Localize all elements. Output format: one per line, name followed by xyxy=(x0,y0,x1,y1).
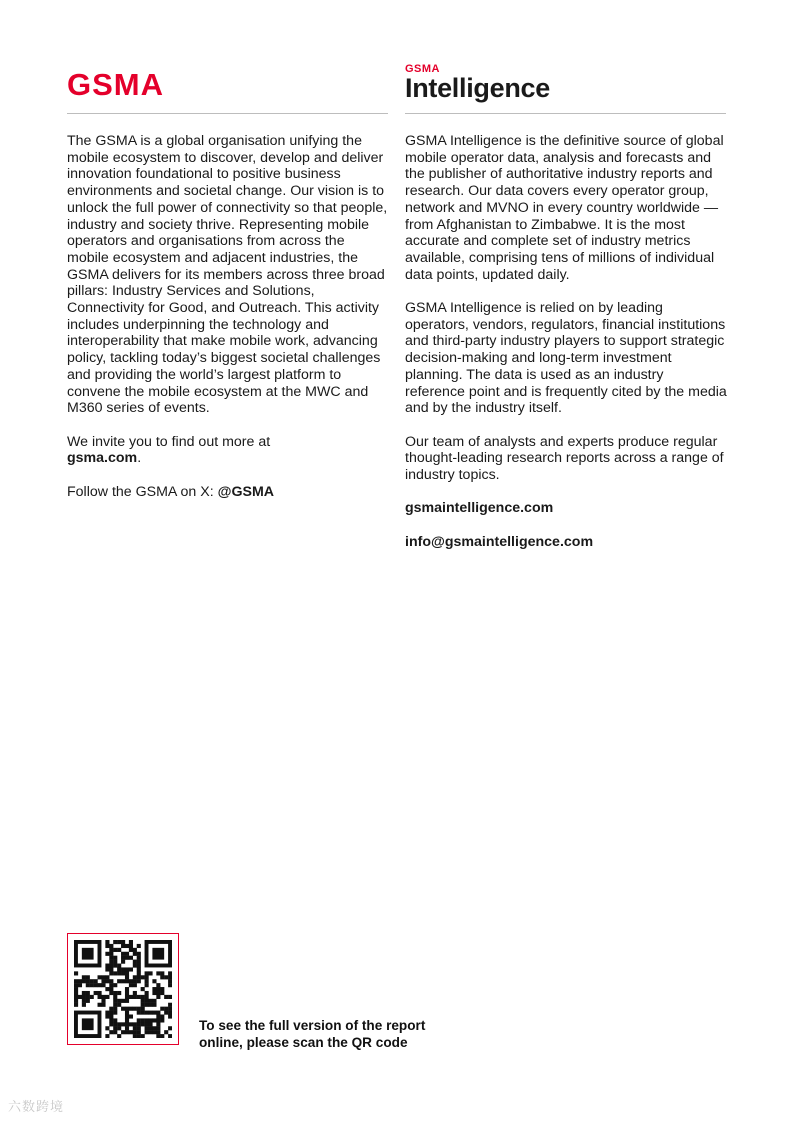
qr-module xyxy=(148,1003,152,1007)
qr-module xyxy=(133,995,137,999)
qr-module xyxy=(168,1026,172,1030)
gsma-website-link[interactable]: gsma.com xyxy=(67,450,138,467)
qr-module xyxy=(121,944,125,948)
qr-module xyxy=(156,1022,160,1026)
qr-module xyxy=(109,991,113,995)
qr-module xyxy=(137,1011,141,1015)
qr-module xyxy=(86,979,90,983)
gsma-logo xyxy=(67,70,227,100)
invite-paragraph xyxy=(67,434,389,467)
qr-module xyxy=(105,995,109,999)
qr-module xyxy=(156,1034,160,1038)
qr-module xyxy=(109,1018,113,1022)
qr-module xyxy=(113,1022,117,1026)
qr-code[interactable] xyxy=(67,933,179,1045)
qr-module xyxy=(117,991,121,995)
qr-module xyxy=(105,987,109,991)
qr-module xyxy=(156,1026,160,1030)
email-paragraph xyxy=(405,534,727,551)
intelligence-logo-small: GSMA xyxy=(405,63,440,75)
qr-module xyxy=(137,952,141,956)
qr-caption xyxy=(199,1017,469,1051)
qr-module xyxy=(129,983,133,987)
qr-module xyxy=(141,1011,145,1015)
qr-module xyxy=(156,1014,160,1018)
qr-module xyxy=(113,995,117,999)
qr-module xyxy=(148,1022,152,1026)
qr-module xyxy=(113,1030,117,1034)
qr-module xyxy=(125,987,129,991)
qr-module xyxy=(129,1007,133,1011)
qr-module xyxy=(160,991,164,995)
qr-module xyxy=(74,983,78,987)
intelligence-email-link[interactable]: info@gsmaintelligence.com xyxy=(405,533,594,550)
qr-module xyxy=(117,1034,121,1038)
qr-module xyxy=(133,1026,137,1030)
qr-module xyxy=(141,999,145,1003)
qr-module xyxy=(117,1026,121,1030)
qr-module xyxy=(125,1011,129,1015)
qr-module xyxy=(105,975,109,979)
qr-module xyxy=(137,995,141,999)
qr-module xyxy=(156,983,160,987)
qr-module xyxy=(109,960,113,964)
qr-module xyxy=(145,975,149,979)
qr-module xyxy=(113,999,117,1003)
qr-module xyxy=(137,1034,141,1038)
qr-module xyxy=(90,995,94,999)
qr-module xyxy=(145,1022,149,1026)
qr-module xyxy=(109,956,113,960)
qr-module xyxy=(168,979,172,983)
qr-module xyxy=(125,967,129,971)
qr-module xyxy=(105,1026,109,1030)
qr-module xyxy=(90,979,94,983)
intelligence-reliance: GSMA Intelligence is relied on by leading operators, vendors, regulators, financial institutions and third-party industry players to support strategic decision-making and long-term investment planning. The data is used as an industry reference point and is frequently cited by the media and by the industry itself. xyxy=(405,300,727,417)
qr-module xyxy=(145,979,149,983)
qr-module xyxy=(145,971,149,975)
qr-module xyxy=(113,964,117,968)
qr-module xyxy=(117,1003,121,1007)
qr-module xyxy=(152,948,164,960)
qr-module xyxy=(105,1011,109,1015)
qr-module xyxy=(141,1034,145,1038)
qr-module xyxy=(74,987,78,991)
qr-module xyxy=(113,956,117,960)
qr-module xyxy=(113,960,117,964)
qr-module xyxy=(117,1022,121,1026)
qr-module xyxy=(137,1007,141,1011)
qr-module xyxy=(168,1014,172,1018)
gsma-description: The GSMA is a global organisation unifying the mobile ecosystem to discover, develop and deliver innovation foundational to positive business environments and societal change. Our vision is to unlock the full power of connectivity so that people, industry and society thrive. Representing mobile operators and organisations from across the mobile ecosystem and adjacent industries, the GSMA delivers for its members across three broad pillars: Industry Services and Solutions, Connectivity for Good, and Outreach. This activity includes underpinning the technology and interoperability that make mobile work, advancing policy, tackling today’s biggest societal challenges and providing the world’s largest platform to convene the mobile ecosystem at the MWC and M360 series of events. xyxy=(67,133,388,417)
qr-module xyxy=(145,1003,149,1007)
qr-module xyxy=(98,995,102,999)
qr-module xyxy=(141,1007,145,1011)
qr-module xyxy=(137,956,141,960)
qr-module xyxy=(98,991,102,995)
qr-module xyxy=(86,999,90,1003)
qr-module xyxy=(98,983,102,987)
qr-module xyxy=(117,964,121,968)
qr-module xyxy=(82,995,86,999)
qr-module xyxy=(156,995,160,999)
divider-left xyxy=(67,113,388,114)
qr-module xyxy=(109,1022,113,1026)
qr-module xyxy=(74,991,78,995)
qr-module xyxy=(145,1030,149,1034)
qr-module xyxy=(141,1022,145,1026)
qr-module xyxy=(105,1014,109,1018)
qr-module xyxy=(145,995,149,999)
qr-module xyxy=(168,995,172,999)
qr-module xyxy=(113,1007,117,1011)
qr-module xyxy=(133,964,137,968)
qr-module xyxy=(125,944,129,948)
qr-module xyxy=(105,1034,109,1038)
qr-module xyxy=(168,1034,172,1038)
qr-module xyxy=(145,983,149,987)
qr-module xyxy=(101,975,105,979)
qr-code-image xyxy=(74,940,172,1038)
qr-module xyxy=(145,991,149,995)
qr-module xyxy=(141,987,145,991)
qr-module xyxy=(152,1018,156,1022)
qr-module xyxy=(121,1022,125,1026)
qr-module xyxy=(168,1011,172,1015)
qr-module xyxy=(164,1011,168,1015)
intelligence-logo-big: Intelligence xyxy=(405,73,550,103)
qr-module xyxy=(137,1022,141,1026)
qr-caption-line1: To see the full version of the report xyxy=(199,1018,426,1033)
qr-module xyxy=(125,979,129,983)
qr-module xyxy=(137,975,141,979)
x-handle-link[interactable]: @GSMA xyxy=(217,483,275,500)
qr-module xyxy=(164,1007,168,1011)
qr-module xyxy=(129,956,133,960)
qr-module xyxy=(82,999,86,1003)
qr-module xyxy=(86,995,90,999)
divider-right xyxy=(405,113,726,114)
qr-module xyxy=(121,999,125,1003)
qr-module xyxy=(156,987,160,991)
qr-module xyxy=(125,1022,129,1026)
qr-module xyxy=(137,960,141,964)
qr-module xyxy=(125,1014,129,1018)
qr-module xyxy=(145,999,149,1003)
qr-module xyxy=(82,1003,86,1007)
qr-module xyxy=(105,979,109,983)
qr-module xyxy=(113,948,117,952)
qr-module xyxy=(117,979,121,983)
qr-module xyxy=(133,952,137,956)
qr-module xyxy=(121,967,125,971)
qr-module xyxy=(109,1007,113,1011)
qr-module xyxy=(98,975,102,979)
follow-text: Follow the GSMA on X: xyxy=(67,483,218,500)
qr-module xyxy=(133,960,137,964)
qr-module xyxy=(113,983,117,987)
qr-module xyxy=(105,940,109,944)
qr-module xyxy=(152,1030,156,1034)
qr-module xyxy=(152,999,156,1003)
qr-module xyxy=(109,1030,113,1034)
qr-module xyxy=(137,979,141,983)
qr-module xyxy=(156,1030,160,1034)
qr-module xyxy=(133,1034,137,1038)
qr-module xyxy=(82,979,86,983)
qr-module xyxy=(78,983,82,987)
qr-module xyxy=(101,995,105,999)
qr-module xyxy=(117,999,121,1003)
qr-module xyxy=(82,975,86,979)
website-paragraph xyxy=(405,500,727,517)
qr-module xyxy=(164,975,168,979)
qr-module xyxy=(109,971,113,975)
qr-module xyxy=(98,1003,102,1007)
qr-module xyxy=(74,999,78,1003)
qr-module xyxy=(168,971,172,975)
qr-module xyxy=(160,975,164,979)
qr-module xyxy=(82,1018,94,1030)
qr-module xyxy=(133,1022,137,1026)
qr-module xyxy=(125,995,129,999)
qr-module xyxy=(117,940,121,944)
qr-module xyxy=(90,983,94,987)
qr-module xyxy=(78,995,82,999)
qr-module xyxy=(137,1026,141,1030)
qr-module xyxy=(160,1014,164,1018)
qr-module xyxy=(125,975,129,979)
qr-module xyxy=(160,1018,164,1022)
qr-module xyxy=(113,1018,117,1022)
qr-module xyxy=(141,995,145,999)
invite-text: We invite you to find out more at xyxy=(67,433,271,450)
qr-module xyxy=(168,1007,172,1011)
qr-module xyxy=(160,987,164,991)
qr-module xyxy=(121,956,125,960)
qr-module xyxy=(148,1030,152,1034)
qr-module xyxy=(109,948,113,952)
intelligence-website-link[interactable]: gsmaintelligence.com xyxy=(405,500,554,517)
qr-module xyxy=(137,1018,141,1022)
qr-module xyxy=(141,975,145,979)
qr-module xyxy=(109,944,113,948)
qr-module xyxy=(125,1026,129,1030)
qr-module xyxy=(121,971,125,975)
qr-module xyxy=(148,971,152,975)
qr-module xyxy=(156,1011,160,1015)
qr-module xyxy=(152,987,156,991)
qr-module xyxy=(160,1007,164,1011)
qr-module xyxy=(105,967,109,971)
qr-module xyxy=(133,1007,137,1011)
qr-module xyxy=(137,944,141,948)
qr-module xyxy=(168,1003,172,1007)
qr-module xyxy=(117,948,121,952)
qr-module xyxy=(129,1014,133,1018)
qr-module xyxy=(137,971,141,975)
qr-module xyxy=(164,995,168,999)
qr-module xyxy=(113,1011,117,1015)
qr-module xyxy=(86,983,90,987)
qr-module xyxy=(137,967,141,971)
qr-module xyxy=(137,1030,141,1034)
qr-module xyxy=(125,1018,129,1022)
qr-module xyxy=(121,979,125,983)
qr-module xyxy=(152,1003,156,1007)
qr-module xyxy=(125,999,129,1003)
qr-module xyxy=(94,983,98,987)
qr-module xyxy=(141,1003,145,1007)
gsma-intelligence-logo xyxy=(405,64,550,102)
qr-module xyxy=(105,944,109,948)
qr-module xyxy=(156,1018,160,1022)
qr-module xyxy=(82,948,94,960)
qr-module xyxy=(109,983,113,987)
qr-module xyxy=(113,971,117,975)
gsma-logo-text: GSMA xyxy=(67,70,164,100)
qr-module xyxy=(137,964,141,968)
qr-module xyxy=(133,979,137,983)
qr-module xyxy=(129,948,133,952)
qr-module xyxy=(148,1026,152,1030)
qr-module xyxy=(125,1007,129,1011)
qr-module xyxy=(109,1011,113,1015)
qr-module xyxy=(129,1030,133,1034)
qr-module xyxy=(101,1003,105,1007)
qr-module xyxy=(117,971,121,975)
qr-module xyxy=(74,979,78,983)
qr-module xyxy=(113,940,117,944)
qr-module xyxy=(145,1011,149,1015)
qr-module xyxy=(129,979,133,983)
qr-module xyxy=(109,987,113,991)
qr-module xyxy=(105,964,109,968)
qr-module xyxy=(125,952,129,956)
qr-module xyxy=(113,991,117,995)
qr-module xyxy=(133,983,137,987)
qr-module xyxy=(129,967,133,971)
qr-module xyxy=(125,991,129,995)
follow-paragraph xyxy=(67,484,389,501)
qr-module xyxy=(121,1007,125,1011)
qr-module xyxy=(129,1022,133,1026)
qr-module xyxy=(109,967,113,971)
qr-module xyxy=(105,952,109,956)
intelligence-description: GSMA Intelligence is the definitive source of global mobile operator data, analysis and forecasts and the publisher of authoritative industry reports and research. Our data covers every operator group, network and MVNO in every country worldwide — from Afghanistan to Zimbabwe. It is the most accurate and complete set of industry metrics available, comprising tens of millions of individual data points, updated daily. xyxy=(405,133,724,283)
qr-module xyxy=(168,983,172,987)
qr-module xyxy=(148,999,152,1003)
qr-module xyxy=(101,979,105,983)
qr-caption-line2: online, please scan the QR code xyxy=(199,1035,408,1050)
qr-module xyxy=(129,944,133,948)
qr-module xyxy=(133,948,137,952)
qr-module xyxy=(82,991,86,995)
qr-module xyxy=(133,991,137,995)
qr-module xyxy=(74,995,78,999)
qr-module xyxy=(145,1026,149,1030)
qr-module xyxy=(156,971,160,975)
qr-module xyxy=(74,1003,78,1007)
qr-module xyxy=(152,979,156,983)
qr-module xyxy=(168,975,172,979)
qr-module xyxy=(125,1030,129,1034)
qr-module xyxy=(152,1011,156,1015)
qr-module xyxy=(109,1014,113,1018)
qr-module xyxy=(133,1030,137,1034)
qr-module xyxy=(125,956,129,960)
qr-module xyxy=(113,1026,117,1030)
watermark: 六数跨境 xyxy=(8,1100,65,1115)
qr-module xyxy=(133,975,137,979)
qr-module xyxy=(121,960,125,964)
qr-module xyxy=(156,991,160,995)
qr-module xyxy=(152,991,156,995)
qr-module xyxy=(160,971,164,975)
qr-module xyxy=(164,1030,168,1034)
qr-module xyxy=(86,991,90,995)
qr-module xyxy=(121,940,125,944)
gsma-intelligence-about-column xyxy=(405,133,727,567)
qr-module xyxy=(113,1003,117,1007)
qr-module xyxy=(148,1018,152,1022)
intelligence-team: Our team of analysts and experts produce regular thought-leading research reports across a range of industry topics. xyxy=(405,433,724,484)
qr-module xyxy=(129,995,133,999)
qr-module xyxy=(121,952,125,956)
qr-module xyxy=(78,979,82,983)
qr-module xyxy=(125,971,129,975)
qr-module xyxy=(160,1034,164,1038)
qr-module xyxy=(121,1030,125,1034)
qr-module xyxy=(109,952,113,956)
qr-module xyxy=(145,1018,149,1022)
qr-module xyxy=(129,940,133,944)
qr-module xyxy=(141,1018,145,1022)
qr-module xyxy=(117,967,121,971)
qr-module xyxy=(94,979,98,983)
qr-module xyxy=(109,979,113,983)
qr-module xyxy=(94,991,98,995)
qr-module xyxy=(101,999,105,1003)
qr-module xyxy=(86,975,90,979)
gsma-about-column xyxy=(67,133,389,517)
qr-module xyxy=(148,1011,152,1015)
invite-period: . xyxy=(137,450,142,467)
qr-module xyxy=(101,983,105,987)
qr-module xyxy=(152,1026,156,1030)
qr-module xyxy=(74,971,78,975)
qr-module xyxy=(109,964,113,968)
